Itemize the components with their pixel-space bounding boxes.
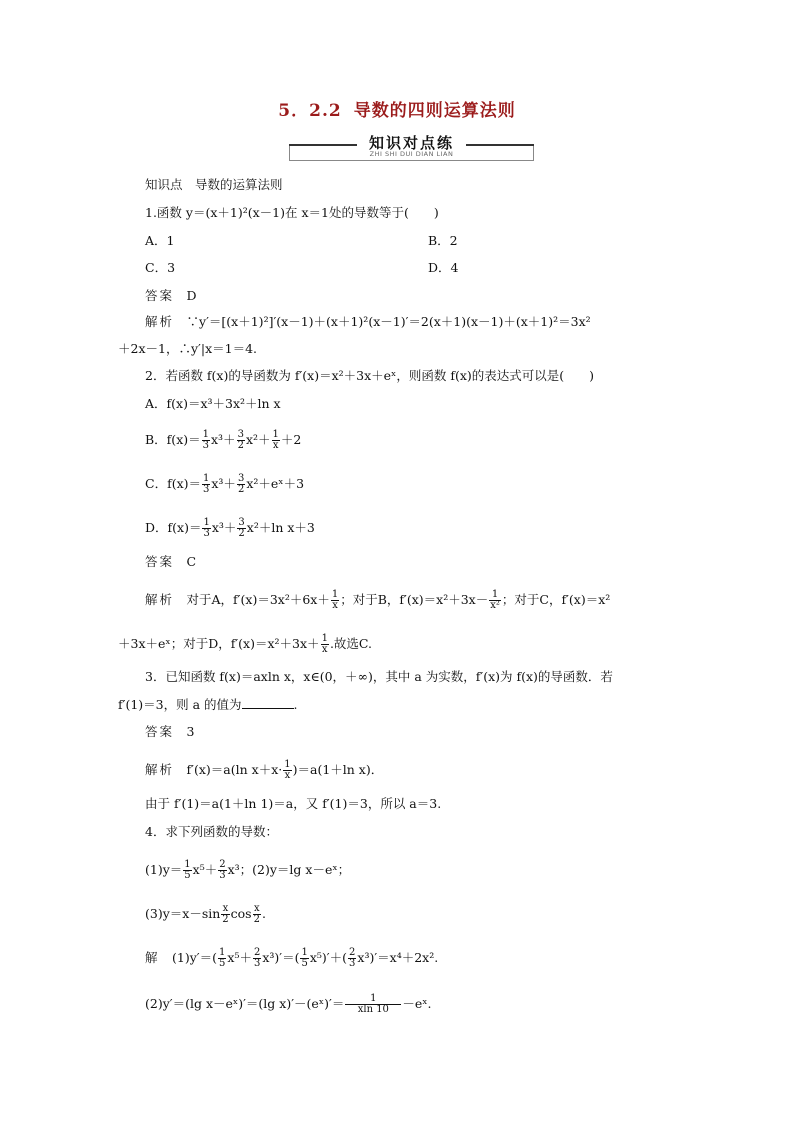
- q2-answer: [145, 554, 196, 570]
- q1-option-c: C．3: [145, 260, 176, 275]
- numerator: 1: [321, 633, 328, 644]
- denominator: 5: [184, 870, 191, 881]
- q2-analysis-part: 对于A，f′(x)＝3x²＋6x＋: [186, 592, 330, 607]
- fraction: [218, 860, 226, 881]
- term: x³: [262, 950, 275, 965]
- fraction: [321, 634, 329, 655]
- q4-part: (3)y＝x－sin: [145, 906, 221, 921]
- q1-answer-value: D: [186, 288, 197, 303]
- q4-solution-part: )′＝(: [274, 950, 300, 965]
- numerator: 3: [237, 473, 245, 484]
- denominator: 2: [237, 484, 245, 495]
- q4-part-1-2: [145, 860, 350, 881]
- denominator: x: [284, 770, 291, 781]
- denominator: 5: [301, 958, 308, 969]
- denominator: 2: [238, 528, 245, 539]
- q3-stem-1: 3．已知函数 f(x)＝axln x，x∈(0，＋∞)，其中 a 为实数，f′(x)为 f(x)的导函数．若: [145, 669, 613, 684]
- fraction: [237, 474, 245, 495]
- q2-b-post: ＋2: [280, 432, 302, 447]
- term: x³: [227, 862, 240, 877]
- denominator: 3: [349, 958, 356, 969]
- knowledge-point: [145, 177, 283, 193]
- q4-part-3: [145, 904, 266, 925]
- q4-solution-2: [145, 994, 432, 1015]
- fraction: [331, 590, 339, 611]
- q2-analysis-part: .故选C.: [329, 636, 373, 651]
- fraction: [348, 948, 356, 969]
- fraction: [283, 760, 291, 781]
- term: x²: [246, 520, 259, 535]
- q2-analysis-part: ；对于B，f′(x)＝x²＋3x－: [340, 592, 489, 607]
- fraction: [489, 590, 501, 611]
- numerator: 1: [272, 429, 279, 440]
- q4-part: cos: [230, 906, 252, 921]
- fraction: [253, 904, 261, 925]
- q4-solution-part: )′＋(: [321, 950, 348, 965]
- denominator: 2: [237, 440, 244, 451]
- denominator: x: [321, 644, 328, 655]
- numerator: 1: [203, 517, 210, 528]
- term: x³: [357, 950, 370, 965]
- numerator: 2: [349, 947, 356, 958]
- q2-d-post: ＋ln x＋3: [258, 520, 315, 535]
- denominator: 3: [203, 528, 210, 539]
- numerator: x: [253, 903, 260, 914]
- q4-solution-1: [145, 948, 438, 969]
- denominator: 3: [219, 870, 226, 881]
- q3-stem-part: f′(1)＝3，则 a 的值为: [118, 697, 242, 712]
- answer-label: 答案: [145, 724, 175, 739]
- fraction: [202, 474, 210, 495]
- q3-answer: [145, 724, 194, 740]
- denominator: x: [332, 600, 338, 611]
- denominator: 3: [253, 958, 261, 969]
- denominator: 2: [222, 914, 229, 925]
- numerator: 2: [253, 947, 261, 958]
- analysis-label: 解析: [145, 762, 175, 777]
- fraction: [345, 994, 401, 1015]
- q4-solution-part: (2)y′＝(lg x－eˣ)′＝(lg x)′－(eˣ)′＝: [145, 996, 345, 1011]
- fraction: [202, 430, 210, 451]
- q2-option-b: [145, 430, 301, 451]
- numerator: 1: [202, 429, 209, 440]
- fraction: [202, 518, 210, 539]
- q2-option-d: [145, 518, 315, 539]
- fraction: [183, 860, 191, 881]
- q3-stem-2: [118, 696, 298, 713]
- q3-stem-part: .: [293, 697, 298, 712]
- q2-option-c: [145, 474, 304, 495]
- q3-analysis-part: )＝a(1＋ln x)．: [292, 762, 384, 777]
- analysis-label: 解析: [145, 314, 175, 329]
- numerator: 3: [238, 517, 245, 528]
- fraction: [272, 430, 280, 451]
- q3-analysis-1: [145, 760, 383, 781]
- denominator: 5: [219, 958, 226, 969]
- q2-analysis-2: [118, 634, 372, 655]
- q2-analysis-1: [145, 590, 610, 611]
- solution-label: 解: [145, 950, 160, 965]
- term: x³＋: [211, 432, 236, 447]
- q1-option-d: D．4: [428, 260, 459, 275]
- denominator: 3: [203, 484, 210, 495]
- numerator: 3: [237, 429, 244, 440]
- term: x²: [246, 476, 259, 491]
- q2-b-pre: B．f(x)＝: [145, 432, 201, 447]
- q4-solution-part: －eˣ.: [402, 996, 432, 1011]
- answer-label: 答案: [145, 554, 175, 569]
- q1-analysis-1: [145, 314, 591, 330]
- numerator: 1: [489, 590, 501, 601]
- numerator: 1: [184, 859, 191, 870]
- q1-option-a: A．1: [145, 233, 175, 248]
- term: x²＋: [245, 432, 271, 447]
- numerator: 1: [219, 947, 226, 958]
- q4-solution-part: )′＝x⁴＋2x².: [369, 950, 439, 965]
- denominator: 3: [202, 440, 209, 451]
- numerator: 1: [301, 947, 308, 958]
- q4-part: (1)y＝: [145, 862, 183, 877]
- numerator: 1: [345, 994, 401, 1005]
- numerator: x: [222, 903, 229, 914]
- banner-title: 知识对点练: [368, 134, 454, 152]
- q2-c-pre: C．f(x)＝: [145, 476, 201, 491]
- denominator: 2: [253, 914, 260, 925]
- q2-answer-value: C: [186, 554, 197, 569]
- denominator: x²: [490, 600, 500, 611]
- fraction: [237, 430, 245, 451]
- q2-analysis-part: ；对于C，f′(x)＝x²: [501, 592, 611, 607]
- numerator: 1: [203, 473, 210, 484]
- term: x³＋: [211, 476, 236, 491]
- answer-label: 答案: [145, 288, 175, 303]
- numerator: 1: [284, 759, 291, 770]
- q3-analysis-2: 由于 f′(1)＝a(1＋ln 1)＝a，又 f′(1)＝3，所以 a＝3.: [145, 796, 442, 811]
- term: x³＋: [211, 520, 237, 535]
- page-title: [0, 96, 794, 121]
- q4-solution-part: (1)y′＝(: [172, 950, 218, 965]
- kp-title: 导数的运算法则: [195, 177, 283, 192]
- banner-pinyin: ZHI SHI DUI DIAN LIAN: [369, 150, 454, 158]
- section-banner: [289, 130, 534, 162]
- q1-answer: [145, 288, 197, 304]
- q4-part: .: [261, 906, 266, 921]
- denominator: x: [272, 440, 279, 451]
- q3-answer-value: 3: [186, 724, 195, 739]
- section-title: 导数的四则运算法则: [353, 101, 516, 121]
- fraction: [221, 904, 229, 925]
- q2-option-a: A．f(x)＝x³＋3x²＋ln x: [145, 396, 281, 411]
- fraction: [253, 948, 261, 969]
- q1-option-b: B．2: [428, 233, 458, 248]
- kp-label: 知识点: [145, 177, 183, 192]
- q4-stem: 4．求下列函数的导数：: [145, 824, 278, 839]
- analysis-label: 解析: [145, 592, 175, 607]
- answer-blank: [242, 696, 294, 709]
- fraction: [237, 518, 245, 539]
- q1-analysis-text-1: ∵y′＝[(x＋1)²]′(x－1)＋(x＋1)²(x－1)′＝2(x＋1)(x－1)＋(x＋1)²＝3x²: [186, 314, 591, 329]
- term: x⁵: [309, 950, 322, 965]
- term: x⁵＋: [227, 950, 252, 965]
- fraction: [218, 948, 226, 969]
- q2-c-post: ＋eˣ＋3: [258, 476, 305, 491]
- q1-analysis-2: ＋2x－1，∴y′|x＝1＝4.: [118, 341, 257, 356]
- denominator: xln 10: [357, 1004, 389, 1015]
- q2-analysis-part: ＋3x＋eˣ；对于D，f′(x)＝x²＋3x＋: [118, 636, 320, 651]
- q3-analysis-part: f′(x)＝a(ln x＋x·: [186, 762, 283, 777]
- term: x⁵＋: [192, 862, 218, 877]
- q2-stem: 2．若函数 f(x)的导函数为 f′(x)＝x²＋3x＋eˣ，则函数 f(x)的表达式可以是( ): [145, 368, 595, 383]
- fraction: [300, 948, 308, 969]
- q1-stem: 1.函数 y＝(x＋1)²(x－1)在 x＝1处的导数等于( ): [145, 205, 439, 220]
- section-number: 5．2.2: [278, 101, 342, 121]
- numerator: 2: [219, 859, 226, 870]
- q4-part: ；(2)y＝lg x－eˣ；: [239, 862, 351, 877]
- q2-d-pre: D．f(x)＝: [145, 520, 202, 535]
- numerator: 1: [331, 589, 339, 600]
